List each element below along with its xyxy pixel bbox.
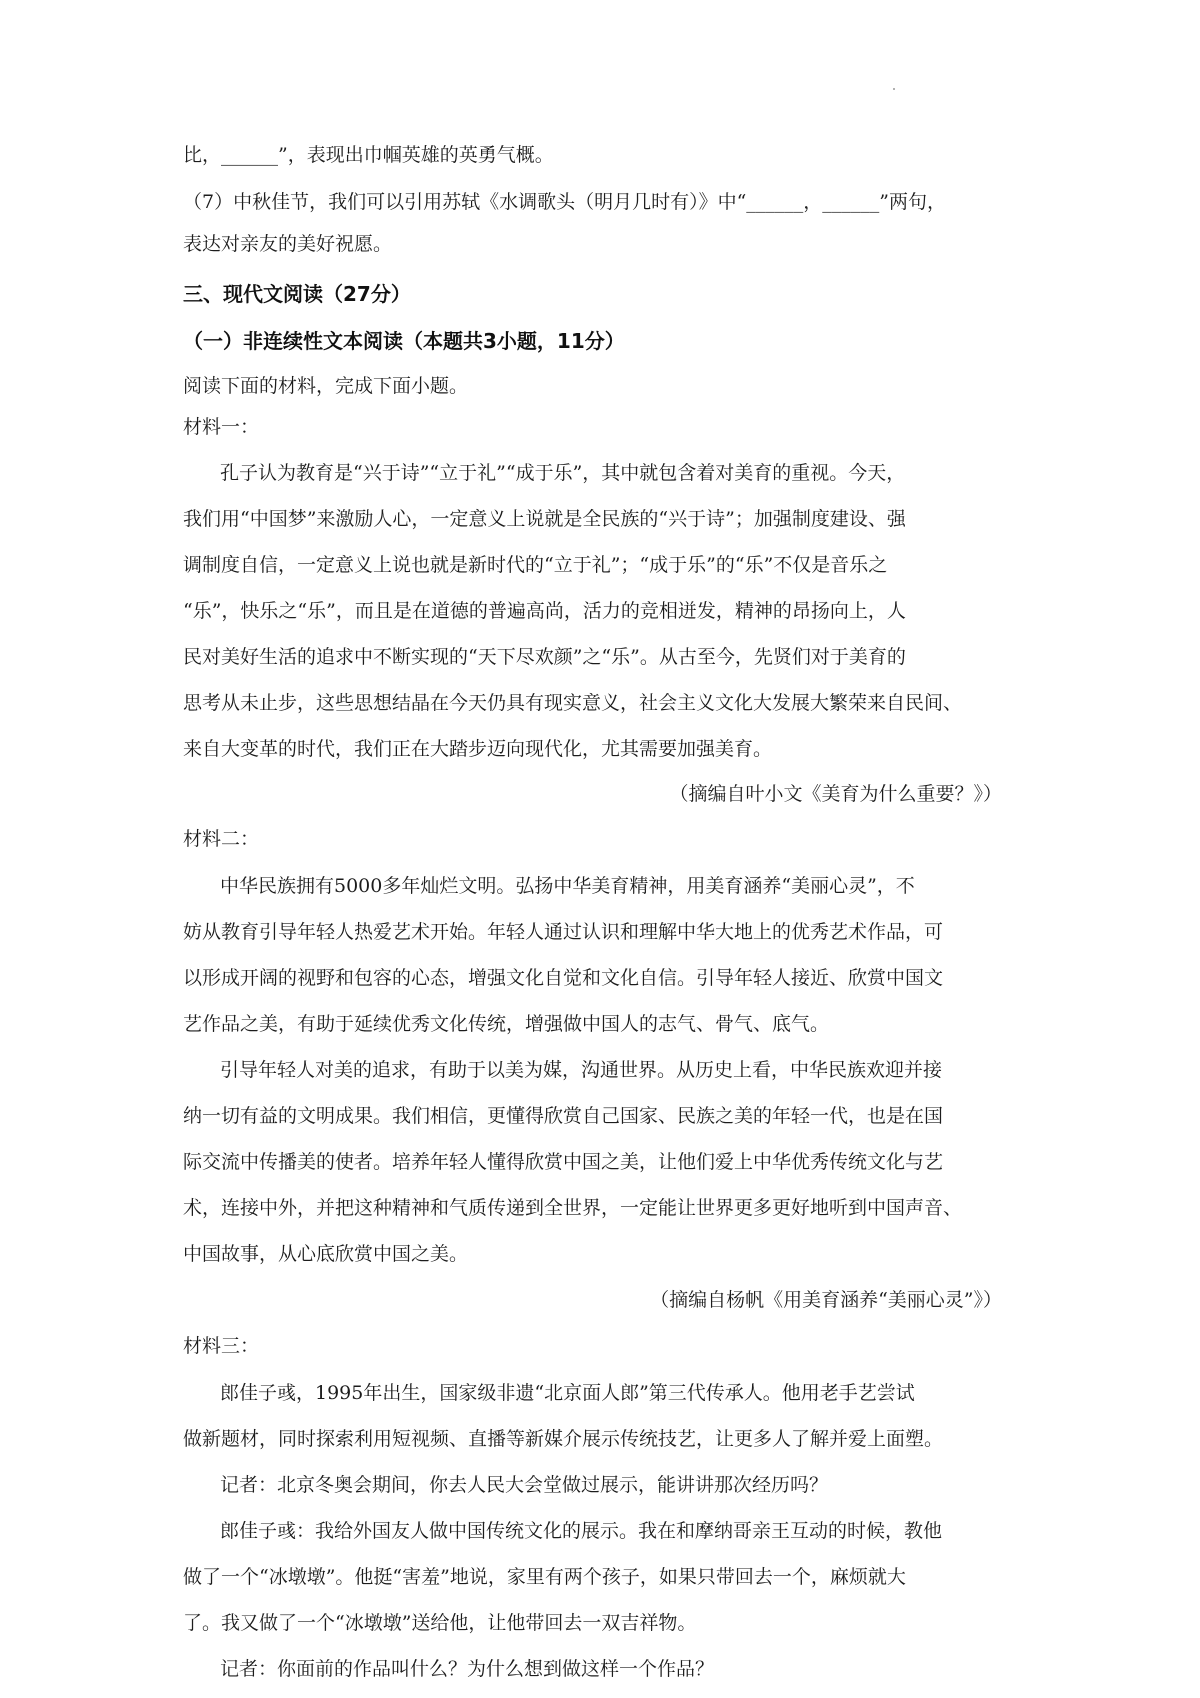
instruction: 阅读下面的材料，完成下面小题。 xyxy=(183,375,469,397)
material-3-line: 做新题材，同时探索利用短视频、直播等新媒介展示传统技艺，让更多人了解并爱上面塑。 xyxy=(183,1428,944,1450)
material-2-line: 引导年轻人对美的追求，有助于以美为媒，沟通世界。从历史上看，中华民族欢迎并接 xyxy=(220,1059,943,1081)
material-1-line: 民对美好生活的追求中不断实现的“天下尽欢颜”之“乐”。从古至今，先贤们对于美育的 xyxy=(183,646,906,668)
material-2-line: 中华民族拥有5000多年灿烂文明。弘扬中华美育精神，用美育涵养“美丽心灵”，不 xyxy=(220,875,915,897)
material-2-line: 纳一切有益的文明成果。我们相信，更懂得欣赏自己国家、民族之美的年轻一代，也是在国 xyxy=(183,1105,944,1127)
material-2-line: 以形成开阔的视野和包容的心态，增强文化自觉和文化自信。引导年轻人接近、欣赏中国文 xyxy=(183,967,944,989)
material-1-label: 材料一： xyxy=(183,416,260,438)
material-1-citation: （摘编自叶小文《美育为什么重要？》） xyxy=(669,783,1002,805)
material-2-line: 艺作品之美，有助于延续优秀文化传统，增强做中国人的志气、骨气、底气。 xyxy=(183,1013,830,1035)
question-6-tail: 比，______”，表现出巾帼英雄的英勇气概。 xyxy=(183,144,554,166)
subsection-heading: （一）非连续性文本阅读（本题共3小题，11分） xyxy=(183,329,625,353)
interview-line: 了。我又做了一个“冰墩墩”送给他，让他带回去一双吉祥物。 xyxy=(183,1612,697,1634)
material-3-line: 郎佳子彧，1995年出生，国家级非遗“北京面人郎”第三代传承人。他用老手艺尝试 xyxy=(220,1382,915,1404)
material-1-line: 我们用“中国梦”来激励人心，一定意义上说就是全民族的“兴于诗”；加强制度建设、强 xyxy=(183,508,906,530)
material-1-line: 调制度自信，一定意义上说也就是新时代的“立于礼”；“成于乐”的“乐”不仅是音乐之 xyxy=(183,554,888,576)
material-1-line: 思考从未止步，这些思想结晶在今天仍具有现实意义，社会主义文化大发展大繁荣来自民间、 xyxy=(183,692,963,714)
material-2-citation: （摘编自杨帆《用美育涵养“美丽心灵”》） xyxy=(650,1289,1002,1311)
interview-line: 做了一个“冰墩墩”。他挺“害羞”地说，家里有两个孩子，如果只带回去一个，麻烦就大 xyxy=(183,1566,906,1588)
material-2-line: 中国故事，从心底欣赏中国之美。 xyxy=(183,1243,469,1265)
question-7-cont: 表达对亲友的美好祝愿。 xyxy=(183,233,393,255)
material-2-line: 妨从教育引导年轻人热爱艺术开始。年轻人通过认识和理解中华大地上的优秀艺术作品，可 xyxy=(183,921,944,943)
question-7: （7）中秋佳节，我们可以引用苏轼《水调歌头（明月几时有）》中“______，______”两句， xyxy=(183,191,947,213)
material-2-line: 际交流中传播美的使者。培养年轻人懂得欣赏中国之美，让他们爱上中华优秀传统文化与艺 xyxy=(183,1151,944,1173)
material-3-label: 材料三： xyxy=(183,1335,260,1357)
material-1-line: “乐”，快乐之“乐”，而且是在道德的普遍高尚，活力的竞相迸发，精神的昂扬向上，人 xyxy=(183,600,906,622)
interview-line: 记者：你面前的作品叫什么？为什么想到做这样一个作品？ xyxy=(220,1658,715,1680)
material-2-line: 术，连接中外，并把这种精神和气质传递到全世界，一定能让世界更多更好地听到中国声音、 xyxy=(183,1197,963,1219)
material-2-label: 材料二： xyxy=(183,828,260,850)
interview-line: 记者：北京冬奥会期间，你去人民大会堂做过展示，能讲讲那次经历吗？ xyxy=(220,1474,829,1496)
interview-line: 郎佳子彧：我给外国友人做中国传统文化的展示。我在和摩纳哥亲王互动的时候，教他 xyxy=(220,1520,943,1542)
section-heading: 三、现代文阅读（27分） xyxy=(183,282,411,306)
material-1-line: 孔子认为教育是“兴于诗”“立于礼”“成于乐”，其中就包含着对美育的重视。今天， xyxy=(220,462,906,484)
material-1-line: 来自大变革的时代，我们正在大踏步迈向现代化，尤其需要加强美育。 xyxy=(183,738,773,760)
scan-speck xyxy=(893,88,895,90)
